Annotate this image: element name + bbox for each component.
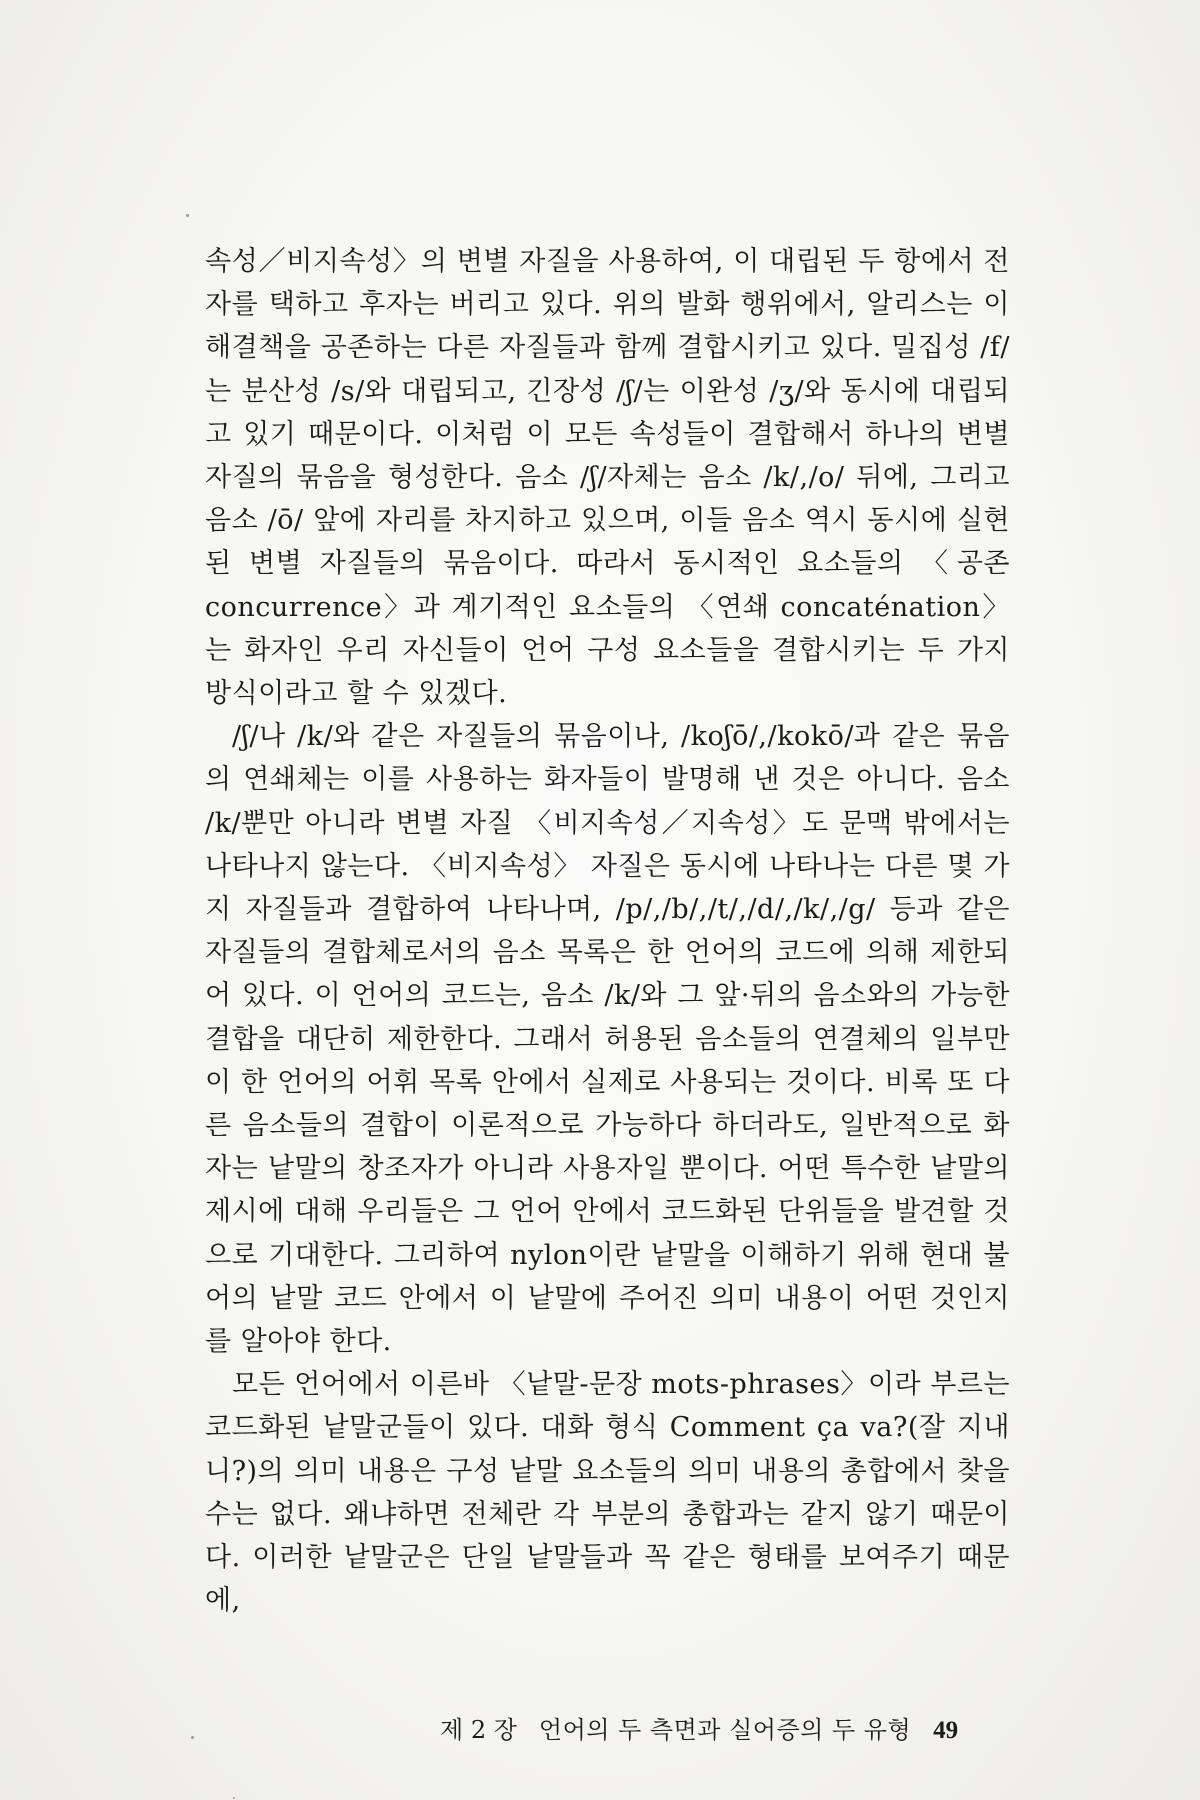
paragraph-2: /ʃ/나 /k/와 같은 자질들의 묶음이나, /koʃō/,/kokō/과 같은 묶음의 연쇄체는 이를 사용하는 화자들이 발명해 낸 것은 아니다. 음소 /k/뿐만 아니라 변별 자질 〈비지속성／지속성〉도 문맥 밖에서는 나타나지 않는다. 〈비지속성〉 자질은 동시에 나타나는 다른 몇 가지 자질들과 결합하여 나타나며, /p/,/b/,/t/,/d/,/k/,/g/ 등과 같은 자질들의 결합체로서의 음소 목록은 한 언어의 코드에 의해 제한되어 있다. 이 언어의 코드는, 음소 /k/와 그 앞·뒤의 음소와의 가능한 결합을 대단히 제한한다. 그래서 허용된 음소들의 연결체의 일부만이 한 언어의 어휘 목록 안에서 실제로 사용되는 것이다. 비록 또 다른 음소들의 결합이 이론적으로 가능하다 하더라도, 일반적으로 화자는 낱말의 창조자가 아니라 사용자일 뿐이다. 어떤 특수한 낱말의 제시에 대해 우리들은 그 언어 안에서 코드화된 단위들을 발견할 것으로 기대한다. 그리하여 nylon이란 낱말을 이해하기 위해 현대 불어의 낱말 코드 안에서 이 낱말에 주어진 의미 내용이 어떤 것인지를 알아야 한다. [205, 721, 1010, 1358]
running-footer [440, 1710, 1010, 1745]
body-text [205, 240, 1010, 1623]
scan-speck [233, 1797, 235, 1799]
page-number: 49 [933, 1717, 959, 1744]
paragraph-1: 속성／비지속성〉의 변별 자질을 사용하여, 이 대립된 두 항에서 전자를 택하고 후자는 버리고 있다. 위의 발화 행위에서, 알리스는 이 해결책을 공존하는 다른 자질들과 함께 결합시키고 있다. 밀집성 /f/는 분산성 /s/와 대립되고, 긴장성 /ʃ/는 이완성 /ʒ/와 동시에 대립되고 있기 때문이다. 이처럼 이 모든 속성들이 결합해서 하나의 변별 자질의 묶음을 형성한다. 음소 /ʃ/자체는 음소 /k/,/o/ 뒤에, 그리고 음소 /ō/ 앞에 자리를 차지하고 있으며, 이들 음소 역시 동시에 실현된 변별 자질들의 묶음이다. 따라서 동시적인 요소들의 〈공존 concurrence〉과 계기적인 요소들의 〈연쇄 concaténation〉는 화자인 우리 자신들이 언어 구성 요소들을 결합시키는 두 가지 방식이라고 할 수 있겠다. [205, 246, 1010, 710]
chapter-title: 언어의 두 측면과 실어증의 두 유형 [538, 1716, 912, 1744]
paragraph-3: 모든 언어에서 이른바 〈낱말-문장 mots-phrases〉이라 부르는 코드화된 낱말군들이 있다. 대화 형식 Comment ça va?(잘 지내니?)의 의미 내용은 구성 낱말 요소들의 의미 내용의 총합에서 찾을 수는 없다. 왜냐하면 전체란 각 부분의 총합과는 같지 않기 때문이다. 이러한 낱말군은 단일 낱말들과 꼭 같은 형태를 보여주기 때문에, [205, 1369, 1010, 1617]
scan-speck [186, 214, 189, 217]
scan-speck [191, 1736, 194, 1739]
chapter-label: 제 2 장 [440, 1716, 517, 1744]
